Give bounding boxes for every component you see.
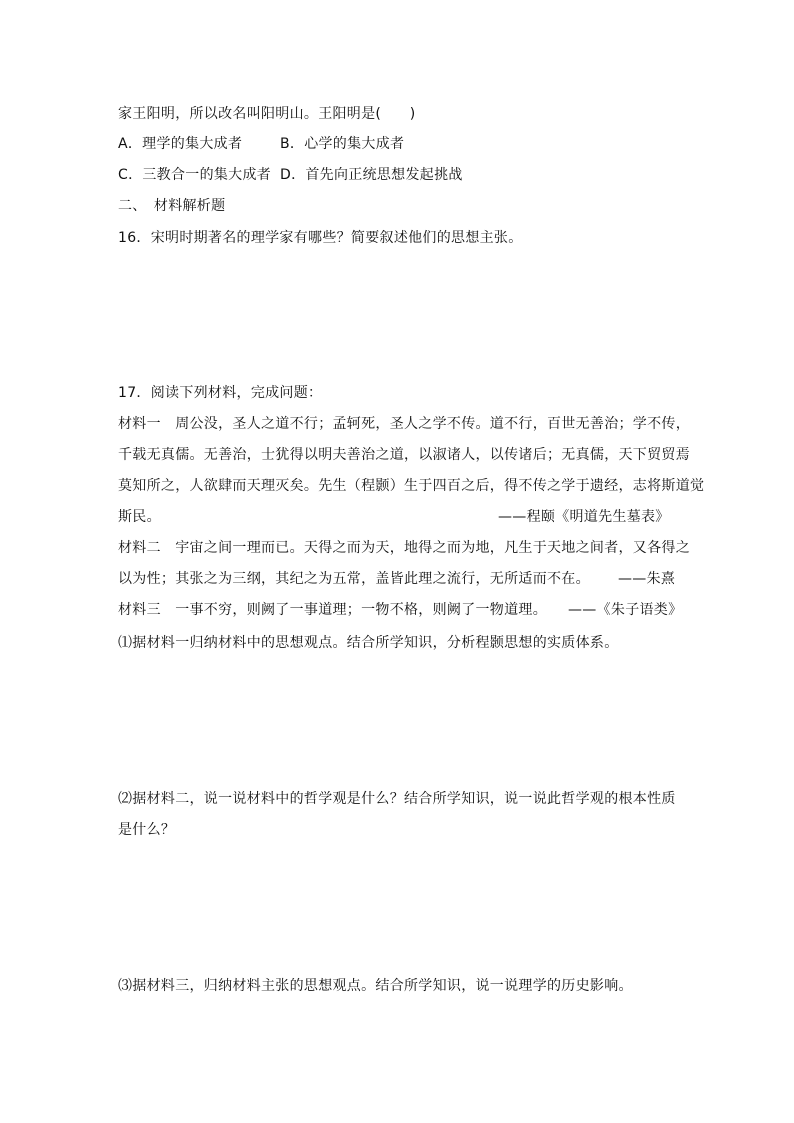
q15-option-b: B．心学的集大成者 xyxy=(280,136,405,152)
q15-option-a: A．理学的集大成者 xyxy=(118,136,243,152)
material-3-text: 材料三 一事不穷，则阙了一事道理；一物不格，则阙了一物道理。 xyxy=(118,602,547,618)
sub-question-2-line-1: ⑵据材料二，说一说材料中的哲学观是什么？结合所学知识，说一说此哲学观的根本性质 xyxy=(118,791,676,807)
material-1-text-end: 斯民。 xyxy=(118,509,161,525)
material-2-source: ——朱熹 xyxy=(618,571,676,587)
q15-option-d: D．首先向正统思想发起挑战 xyxy=(280,167,463,183)
question-17-intro: 17．阅读下列材料，完成问题： xyxy=(118,385,323,401)
material-3-line xyxy=(118,600,683,620)
material-1-source: ——程颐《明道先生墓表》 xyxy=(498,509,670,525)
question-15-stem-end: 家王阳明，所以改名叫阳明山。王阳明是( ) xyxy=(118,106,416,122)
sub-question-3: ⑶据材料三，归纳材料主张的思想观点。结合所学知识，说一说理学的历史影响。 xyxy=(118,978,633,994)
material-2-line-2 xyxy=(118,569,676,589)
sub-question-1: ⑴据材料一归纳材料中的思想观点。结合所学知识，分析程颢思想的实质体系。 xyxy=(118,635,619,651)
section-2-heading: 二、 材料解析题 xyxy=(118,198,226,214)
material-3-source: ——《朱子语类》 xyxy=(568,602,683,618)
material-1-line-3: 莫知所之，人欲肆而天理灭矣。先生（程颢）生于四百之后，得不传之学于遗经，志将斯道觉 xyxy=(118,478,705,494)
q15-options-row-1 xyxy=(118,134,405,154)
q15-option-c: C．三教合一的集大成者 xyxy=(118,167,272,183)
material-1-line-2: 千载无真儒。无善治，士犹得以明夫善治之道，以淑诸人，以传诸后；无真儒，天下贸贸焉 xyxy=(118,447,690,463)
material-2-text-end: 以为性；其张之为三纲，其纪之为五常，盖皆此理之流行，无所适而不在。 xyxy=(118,571,590,587)
material-1-line-4 xyxy=(118,507,670,527)
q15-options-row-2 xyxy=(118,165,463,185)
material-1-line-1: 材料一 周公没，圣人之道不行；孟轲死，圣人之学不传。道不行，百世无善治；学不传， xyxy=(118,416,690,432)
material-2-line-1: 材料二 宇宙之间一理而已。天得之而为天，地得之而为地，凡生于天地之间者，又各得之 xyxy=(118,540,690,556)
question-16: 16．宋明时期著名的理学家有哪些？简要叙述他们的思想主张。 xyxy=(118,230,523,246)
sub-question-2-line-2: 是什么？ xyxy=(118,822,176,838)
